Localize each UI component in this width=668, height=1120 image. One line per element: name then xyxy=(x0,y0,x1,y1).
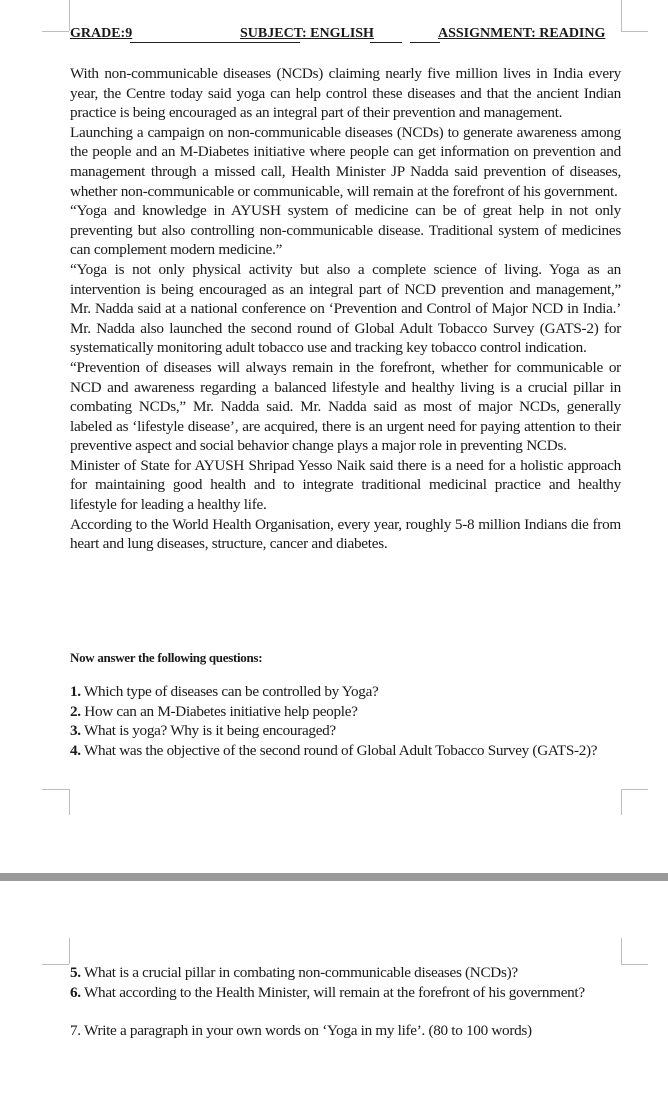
margin-corner-mark xyxy=(621,789,622,815)
question-number: 2. xyxy=(70,702,81,720)
margin-corner-mark xyxy=(621,0,622,31)
question-item: 7. Write a paragraph in your own words on ‘Yoga in my life’. (80 to 100 words) xyxy=(70,1022,532,1040)
question-number: 4. xyxy=(70,741,81,759)
margin-corner-mark xyxy=(621,31,648,32)
question-number: 1. xyxy=(70,683,81,700)
question-text: Which type of diseases can be controlled by Yoga? xyxy=(80,683,379,700)
question-number: 3. xyxy=(70,722,81,740)
margin-corner-mark xyxy=(621,789,648,790)
subject-label: SUBJECT: ENGLISH xyxy=(240,26,374,41)
question-list xyxy=(70,963,615,1041)
header-underline xyxy=(410,42,440,43)
question-item xyxy=(70,702,615,722)
passage-paragraph: With non-communicable diseases (NCDs) claiming nearly five million lives in India every year, the Centre today said yoga can help control these diseases and that the ancient Indian practice is being encouraged as an integral part of their prevention and management. xyxy=(70,65,621,122)
question-text: How can an M-Diabetes initiative help people? xyxy=(80,702,358,720)
question-text: What is a crucial pillar in combating non-communicable diseases (NCDs)? xyxy=(80,964,518,981)
margin-corner-mark xyxy=(69,789,70,815)
margin-corner-mark xyxy=(69,938,70,964)
margin-corner-mark xyxy=(42,789,69,790)
reading-passage xyxy=(70,64,621,554)
question-list xyxy=(70,682,615,760)
question-item xyxy=(70,682,615,702)
margin-corner-mark xyxy=(42,31,69,32)
question-text: What according to the Health Minister, will remain at the forefront of his government? xyxy=(80,983,585,1001)
question-item xyxy=(70,983,615,1003)
question-text: What is yoga? Why is it being encouraged? xyxy=(80,722,336,740)
page-separator xyxy=(0,873,668,881)
question-number: 5. xyxy=(70,964,81,981)
margin-corner-mark xyxy=(621,964,648,965)
header-underline xyxy=(130,42,300,43)
document-page-2 xyxy=(0,881,668,1120)
passage-paragraph: “Prevention of diseases will always remain in the forefront, whether for communicable or NCD and awareness regarding a balanced lifestyle and healthy living is a crucial pillar in combating NCDs,” Mr. Nadda said. Mr. Nadda said as most of major NCDs, generally labeled as ‘lifestyle disease’, are acquired, there is an urgent need for paying attention to their preventive aspect and social behavior change plays a major role in preventing NCDs. xyxy=(70,358,621,455)
passage-paragraph: Launching a campaign on non-communicable diseases (NCDs) to generate awareness among the people and an M-Diabetes initiative where people can get information on prevention and management through a missed call, Health Minister JP Nadda said prevention of diseases, whether non-communicable or communicable, will remain at the forefront of his government. xyxy=(70,123,621,200)
margin-corner-mark xyxy=(42,964,69,965)
passage-paragraph: “Yoga is not only physical activity but also a complete science of living. Yoga as an intervention is being encouraged as an integral part of NCD prevention and management,” Mr. Nadda said at a national conference on ‘Prevention and Control of Major NCD in India.’ Mr. Nadda also launched the second round of Global Adult Tobacco Survey (GATS-2) for systematically monitoring adult tobacco use and tracking key tobacco control indication. xyxy=(70,260,621,357)
question-item xyxy=(70,741,615,761)
question-text: What was the objective of the second round of Global Adult Tobacco Survey (GATS-2)? xyxy=(80,741,598,759)
margin-corner-mark xyxy=(621,938,622,964)
instructions-heading: Now answer the following questions: xyxy=(70,650,263,665)
grade-label: GRADE:9 xyxy=(70,26,133,41)
question-item xyxy=(70,963,615,983)
assignment-label: ASSIGNMENT: READING xyxy=(438,26,606,41)
passage-paragraph: According to the World Health Organisation, every year, roughly 5-8 million Indians die from heart and lung diseases, structure, cancer and diabetes. xyxy=(70,515,621,553)
header-underline xyxy=(370,42,402,43)
passage-paragraph: “Yoga and knowledge in AYUSH system of medicine can be of great help in not only preventing but also controlling non-communicable disease. Traditional system of medicines can complement modern medicine.” xyxy=(70,202,621,259)
question-number: 6. xyxy=(70,983,81,1001)
question-item xyxy=(70,721,615,741)
passage-paragraph: Minister of State for AYUSH Shripad Yesso Naik said there is a need for a holistic approach for maintaining good health and to integrate traditional medicinal practice and healthy lifestyle for leading a healthy life. xyxy=(70,456,621,514)
assignment-header xyxy=(70,26,608,44)
